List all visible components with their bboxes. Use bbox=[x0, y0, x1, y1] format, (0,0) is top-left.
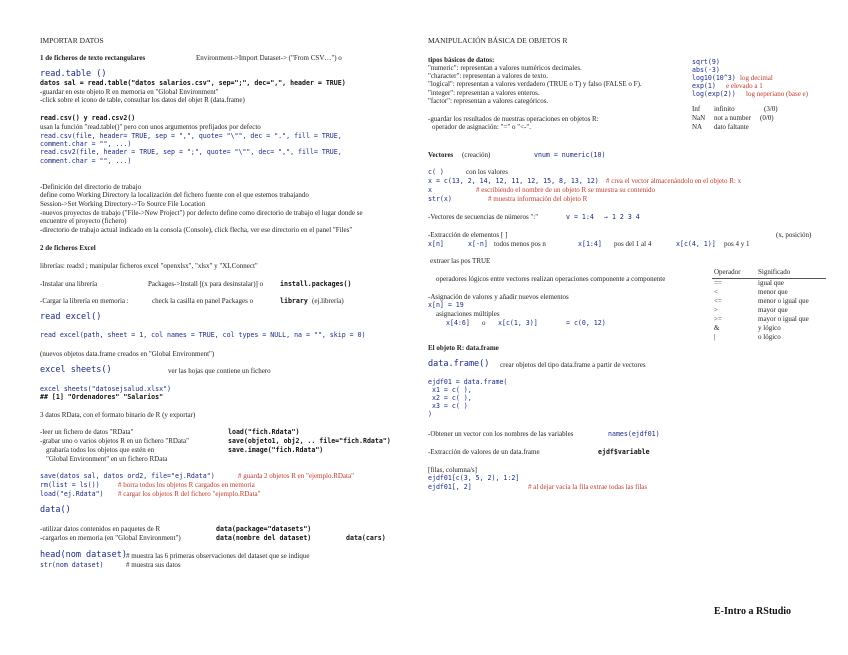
read-excel-sig: read excel(path, sheet = 1, col names = TRUE, col types = NULL, na = "", skip = 0) bbox=[40, 331, 366, 339]
type-numeric: "numeric": representan a valores numéricos decimales. bbox=[428, 64, 582, 72]
rowcol-note: [filas, columna/s] bbox=[428, 466, 477, 474]
rdata-heading: 3 datos RData, con el formato binario de R (y exportar) bbox=[40, 411, 196, 419]
load-lib-check: check la casilla en panel Packages o bbox=[152, 297, 254, 305]
abs-func: abs(-3) bbox=[692, 66, 720, 74]
wd-line-4: encuentre el proyecto (fichero) bbox=[40, 217, 127, 225]
data-func: data() bbox=[40, 505, 71, 515]
table-row bbox=[712, 279, 826, 288]
install-lib-label: -Instalar una librería bbox=[40, 280, 98, 288]
operator-cell: == bbox=[714, 279, 722, 287]
str-func: str(nom dataset) bbox=[40, 561, 104, 569]
extract-true: extraer las pos TRUE bbox=[430, 257, 491, 265]
head-comment: # muestra las 6 primeras observaciones del dataset que se indique bbox=[126, 552, 310, 560]
extract-n: x[n] bbox=[428, 240, 444, 248]
dataframe-heading: El objeto R: data.frame bbox=[428, 344, 499, 352]
left-title: IMPORTAR DATOS bbox=[40, 36, 104, 45]
dataframe-desc: crear objetos del tipo data.frame a partir de vectores bbox=[500, 361, 646, 369]
c-func: c( ) bbox=[428, 168, 444, 176]
x-show-comment: # escribiendo el nombre de un objeto R se muestra su contenido bbox=[476, 186, 656, 194]
excel-sheets-example: excel sheets("datosejsalud.xlsx") bbox=[40, 385, 172, 393]
load-func: load("fich.Rdata") bbox=[228, 428, 300, 436]
table-row bbox=[712, 297, 826, 306]
multi-assign-label: asignaciones múltiples bbox=[436, 310, 500, 318]
right-title: MANIPULACIÓN BÁSICA DE OBJETOS R bbox=[428, 36, 568, 45]
data-pkg-label: -utilizar datos contenidos en paquetes de R bbox=[40, 525, 161, 533]
df-create-1: ejdf01 = data.frame( bbox=[428, 378, 508, 386]
operator-cell: > bbox=[714, 306, 718, 314]
install-lib-menu: Packages->Install [(x para desinstalar)] o bbox=[148, 280, 264, 288]
operator-cell: >= bbox=[714, 315, 722, 323]
extract-df-func: ejdf$variable bbox=[598, 448, 650, 456]
multi-assign-c: x[c(1, 3)] bbox=[498, 319, 538, 327]
extract-range-desc: pos del 1 al 4 bbox=[614, 240, 652, 248]
inf-example: (3/0) bbox=[764, 105, 778, 113]
extract-range: x[1:4] bbox=[578, 240, 602, 248]
excel-sheets-output: ## [1] "Ordenadores" "Salarios" bbox=[40, 393, 164, 401]
footer-title: E-Intro a RStudio bbox=[714, 606, 792, 617]
df-create-2: x1 = c( ), bbox=[432, 386, 472, 394]
data-cars-func: data(cars) bbox=[346, 534, 386, 542]
nan-desc: not a number bbox=[714, 114, 751, 122]
meaning-cell: menor o igual que bbox=[758, 297, 809, 305]
head-func: head(nom dataset) bbox=[40, 550, 127, 560]
wd-line-2: Session->Set Working Directory->To Source File Location bbox=[40, 200, 206, 208]
dataframe-func: data.frame() bbox=[428, 359, 490, 369]
read-csv2-sig-2: comment.char = "", ...) bbox=[40, 157, 132, 165]
rowcol-example-2-comment: # al dejar vacía la fila extrae todas las filas bbox=[528, 483, 648, 491]
read-table-func: read.table () bbox=[40, 69, 107, 79]
meaning-cell: mayor que bbox=[758, 306, 788, 314]
operator-cell: | bbox=[714, 333, 716, 341]
operators-table bbox=[712, 268, 826, 342]
x-assign: x = c(13, 2, 14, 12, 11, 12, 15, 8, 13, 12) bbox=[428, 177, 599, 185]
excel-heading: 2 de ficheros Excel bbox=[40, 244, 96, 252]
rm-example-comment: # borra todos los objetos R cargados en memoria bbox=[118, 481, 255, 489]
operator-cell: <= bbox=[714, 297, 722, 305]
excel-note: (nuevos objetos data.frame creados en "Global Environment") bbox=[40, 350, 215, 358]
df-create-4: x3 = c( ) bbox=[432, 402, 468, 410]
meaning-cell: mayor o igual que bbox=[758, 315, 809, 323]
load-example-comment: # cargar los objetos R del fichero "ejemplo.RData" bbox=[118, 490, 261, 498]
install-packages-func: install.packages() bbox=[280, 280, 352, 288]
data-load-func: data(nombre del dataset) bbox=[216, 534, 312, 542]
operator-cell: & bbox=[714, 324, 720, 332]
meaning-cell: igual que bbox=[758, 279, 784, 287]
read-csv2-sig-1: read.csv2(file, header = TRUE, sep = ";", quote= "\"", dec= ",", fill= TRUE, bbox=[40, 148, 342, 156]
log10-func: log10(10^3) bbox=[692, 74, 736, 82]
save-func: save(objeto1, obj2, .. file="fich.Rdata") bbox=[228, 437, 391, 445]
names-label: -Obtener un vector con los nombres de las variables bbox=[428, 430, 574, 438]
read-csv-note: usan la función "read.table()" pero con unos argumentos prefijados por defecto bbox=[40, 123, 261, 131]
x-assign-comment: # crea el vector almacenándolo en el objeto R: x bbox=[606, 177, 742, 185]
na-desc: dato faltante bbox=[714, 123, 749, 131]
names-func: names(ejdf01) bbox=[608, 430, 660, 438]
df-create-3: x2 = c( ), bbox=[432, 394, 472, 402]
excel-libs: librerías: readxl ; manipular ficheros excel "openxlsx", "xlsx" y "XLConnect" bbox=[40, 262, 258, 270]
logical-ops-note: operadores lógicos entre vectores realizan operaciones componente a componente bbox=[436, 275, 666, 283]
meaning-cell: o lógico bbox=[758, 333, 781, 341]
seq-example: v = 1:4 bbox=[566, 213, 594, 221]
extract-minus-n: x[-n] bbox=[468, 240, 488, 248]
table-row bbox=[712, 306, 826, 315]
vnum-example: vnum = numeric(10) bbox=[534, 151, 606, 159]
save-example-comment: # guarda 2 objetos R en "ejemplo.RData" bbox=[238, 472, 354, 480]
vectors-heading: Vectores bbox=[428, 151, 454, 159]
operator-cell: < bbox=[714, 288, 718, 296]
log-comment: log neperiano (base e) bbox=[746, 90, 808, 98]
table-row bbox=[712, 315, 826, 324]
str-comment: # muestra sus datos bbox=[126, 561, 181, 569]
rdata-all-label-2: "Global Environment" en un fichero RData bbox=[46, 455, 168, 463]
table-row bbox=[712, 324, 826, 333]
library-arg: (ej.librería) bbox=[312, 297, 344, 305]
vectors-subheading: (creación) bbox=[462, 151, 491, 159]
library-func: library bbox=[280, 297, 308, 305]
table-row bbox=[712, 333, 826, 342]
extract-heading: -Extracción de elementos [ ] bbox=[428, 231, 508, 239]
assign-operator: operador de asignación: "=" o "<-". bbox=[432, 123, 532, 131]
save-image-func: save.image("fich.Rdata") bbox=[228, 446, 324, 454]
extract-df-label: -Extracción de valores de un data.frame bbox=[428, 448, 540, 456]
meaning-cell: y lógico bbox=[758, 324, 781, 332]
multi-assign-values: = c(0, 12) bbox=[566, 319, 606, 327]
assign-n: x[n] = 19 bbox=[428, 301, 464, 309]
meaning-cell: menor que bbox=[758, 288, 788, 296]
sqrt-func: sqrt(9) bbox=[692, 58, 720, 66]
str-x-comment: # muestra información del objeto R bbox=[488, 195, 588, 203]
meaning-column-header: Significado bbox=[758, 268, 791, 276]
operator-column-header: Operador bbox=[714, 268, 741, 276]
read-csv-funcs: read.csv() y read.csv2() bbox=[40, 114, 136, 122]
save-example: save(datos sal, datos ord2, file="ej.Rdata") bbox=[40, 472, 215, 480]
na-label: NA bbox=[692, 123, 703, 131]
extract-minus-desc: todos menos pos n bbox=[494, 240, 546, 248]
str-x: str(x) bbox=[428, 195, 452, 203]
multi-assign-range: x[4:6] bbox=[446, 319, 470, 327]
excel-sheets-func: excel sheets() bbox=[40, 365, 112, 375]
read-csv-sig-2: comment.char = "", ...) bbox=[40, 140, 132, 148]
nan-example: (0/0) bbox=[760, 114, 774, 122]
wd-heading: -Definición del directorio de trabajo bbox=[40, 183, 142, 191]
load-lib-label: -Cargar la librería en memoria : bbox=[40, 297, 129, 305]
table-row bbox=[712, 288, 826, 297]
note-global-env: -guardar en este objeto R en memoria en "Global Environment" bbox=[40, 88, 219, 96]
log10-comment: log decimal bbox=[740, 74, 773, 82]
extract-c-desc: pos 4 y 1 bbox=[724, 240, 750, 248]
seq-heading: -Vectores de secuencias de números ":" bbox=[428, 213, 539, 221]
log-func: log(exp(2)) bbox=[692, 90, 736, 98]
df-create-5: ) bbox=[428, 410, 432, 418]
rdata-save-label: -grabar uno o varios objetos R en un fichero "RData" bbox=[40, 437, 189, 445]
assign-values-heading: -Asignación de valores y añadir nuevos elementos bbox=[428, 293, 569, 301]
wd-line-1: define como Working Directory la localización del fichero fuente con el que estemos trabajando bbox=[40, 191, 309, 199]
rm-example: rm(list = ls()) bbox=[40, 481, 100, 489]
rdata-all-label: grabaría todos los objetos que estén en bbox=[46, 446, 155, 454]
read-excel-func: read excel() bbox=[40, 312, 102, 322]
c-desc: con los valores bbox=[466, 168, 508, 176]
exp-comment: e elevado a 1 bbox=[726, 82, 763, 90]
csv-heading: 1 de ficheros de texto rectangulares bbox=[40, 54, 146, 62]
extract-note: (x, posición) bbox=[776, 231, 812, 239]
read-table-example: datos sal = read.table("datos salarios.csv", sep=";", dec=",", header = TRUE) bbox=[40, 79, 346, 87]
operators-table-header bbox=[712, 268, 826, 279]
note-table-icon: -click sobre el icono de table, consultar los datos del objet R (data.frame) bbox=[40, 96, 245, 104]
wd-line-3: -nuevos proyectos de trabajo ("File->New Project") por defecto define como directorio de trabajo el lugar donde se bbox=[40, 209, 363, 217]
type-factor: "factor": representan a valores categóricos. bbox=[428, 97, 549, 105]
assign-heading: -guardar los resultados de nuestras operaciones en objetos R: bbox=[428, 115, 599, 123]
type-integer: "integer": representan a valores enteros. bbox=[428, 89, 540, 97]
excel-sheets-desc: ver las hojas que contiene un fichero bbox=[168, 367, 271, 375]
x-show: x bbox=[428, 186, 432, 194]
type-logical: "logical": representan a valores verdadero (TRUE o T) y falso (FALSE o F). bbox=[428, 80, 642, 88]
csv-menu-path: Environment->Import Dataset-> ("From CSV…") o bbox=[196, 54, 342, 62]
data-pkg-func: data(package="datasets") bbox=[216, 525, 312, 533]
inf-desc: infinito bbox=[714, 105, 735, 113]
rdata-read-label: -leer un fichero de datos "RData" bbox=[40, 428, 134, 436]
type-character: "character": representan a valores de texto. bbox=[428, 72, 548, 80]
exp-func: exp(1) bbox=[692, 82, 716, 90]
inf-label: Inf bbox=[692, 105, 701, 113]
extract-c: x[c(4, 1)] bbox=[676, 240, 716, 248]
rowcol-example-1: ejdf01[c(3, 5, 2), 1:2] bbox=[428, 474, 520, 482]
seq-result: → 1 2 3 4 bbox=[604, 213, 640, 221]
read-csv-sig-1: read.csv(file, header= TRUE, sep = ",", quote= "\"", dec = ".", fill = TRUE, bbox=[40, 132, 342, 140]
multi-assign-or: o bbox=[482, 319, 486, 327]
nan-label: NaN bbox=[692, 114, 706, 122]
types-heading: tipos básicos de datos: bbox=[428, 56, 495, 64]
rowcol-example-2: ejdf01[, 2] bbox=[428, 483, 472, 491]
load-example: load("ej.Rdata") bbox=[40, 490, 104, 498]
data-load-label: -cargarlos en memoria (en "Global Environment") bbox=[40, 534, 181, 542]
wd-line-5: -directorio de trabajo actual indicado en la consola (Console), click flecha, ver ese directorio en el panel "Files" bbox=[40, 226, 353, 234]
